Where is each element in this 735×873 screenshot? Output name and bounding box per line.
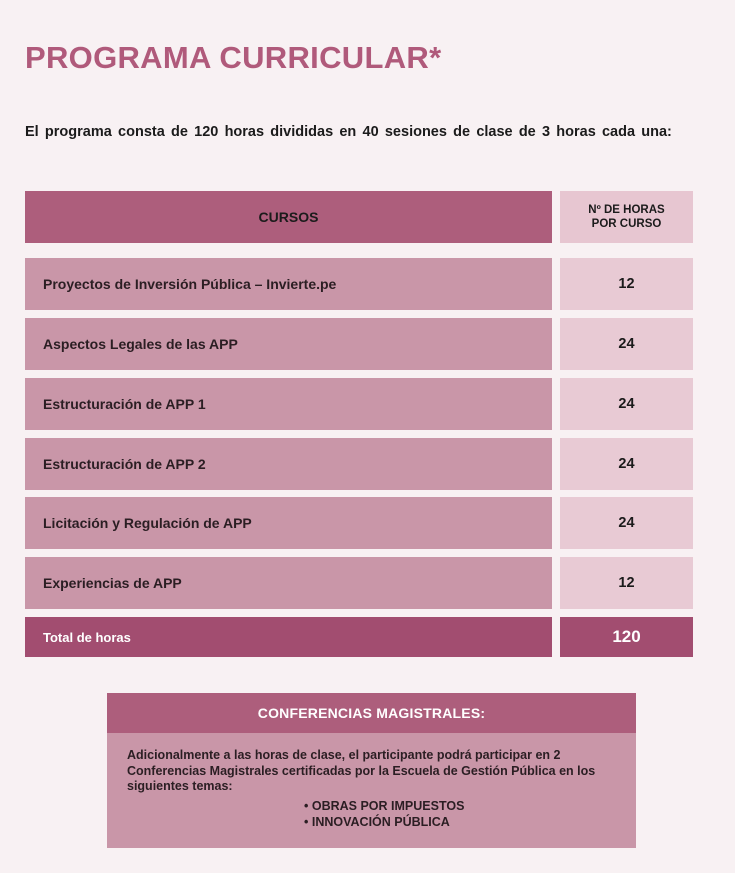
course-hours: 12 — [560, 557, 693, 609]
table-row — [25, 497, 693, 549]
course-name: Aspectos Legales de las APP — [25, 318, 552, 370]
table-row — [25, 318, 693, 370]
course-name: Proyectos de Inversión Pública – Invierte.pe — [25, 258, 552, 310]
header-hours — [560, 191, 693, 243]
course-hours: 24 — [560, 438, 693, 490]
header-courses: CURSOS — [25, 191, 552, 243]
table-row — [25, 258, 693, 310]
header-hours-line1: Nº DE HORAS — [588, 204, 665, 216]
intro-text: El programa consta de 120 horas divididas en 40 sesiones de clase de 3 horas cada una: — [25, 124, 672, 140]
total-label: Total de horas — [25, 617, 552, 657]
table-row — [25, 378, 693, 430]
course-hours: 24 — [560, 497, 693, 549]
conferences-heading: CONFERENCIAS MAGISTRALES: — [107, 693, 636, 733]
conferences-description: Adicionalmente a las horas de clase, el participante podrá participar en 2 Conferencias Magistrales certificadas por la Escuela de Gestión Pública en los siguientes temas: — [127, 748, 596, 793]
table-row — [25, 438, 693, 490]
header-hours-line2: POR CURSO — [591, 218, 662, 230]
course-name: Estructuración de APP 2 — [25, 438, 552, 490]
course-name: Experiencias de APP — [25, 557, 552, 609]
table-total-row — [25, 617, 693, 657]
total-value: 120 — [560, 617, 693, 657]
course-name: Estructuración de APP 1 — [25, 378, 552, 430]
course-hours: 12 — [560, 258, 693, 310]
course-name: Licitación y Regulación de APP — [25, 497, 552, 549]
list-item: • INNOVACIÓN PÚBLICA — [304, 814, 450, 829]
course-hours: 24 — [560, 318, 693, 370]
page-title: PROGRAMA CURRICULAR* — [25, 40, 442, 75]
table-header — [25, 191, 693, 243]
table-row — [25, 557, 693, 609]
conferences-topics — [127, 798, 616, 830]
course-hours: 24 — [560, 378, 693, 430]
list-item: • OBRAS POR IMPUESTOS — [304, 798, 465, 813]
conferences-box — [107, 693, 636, 848]
conferences-body — [107, 733, 636, 830]
